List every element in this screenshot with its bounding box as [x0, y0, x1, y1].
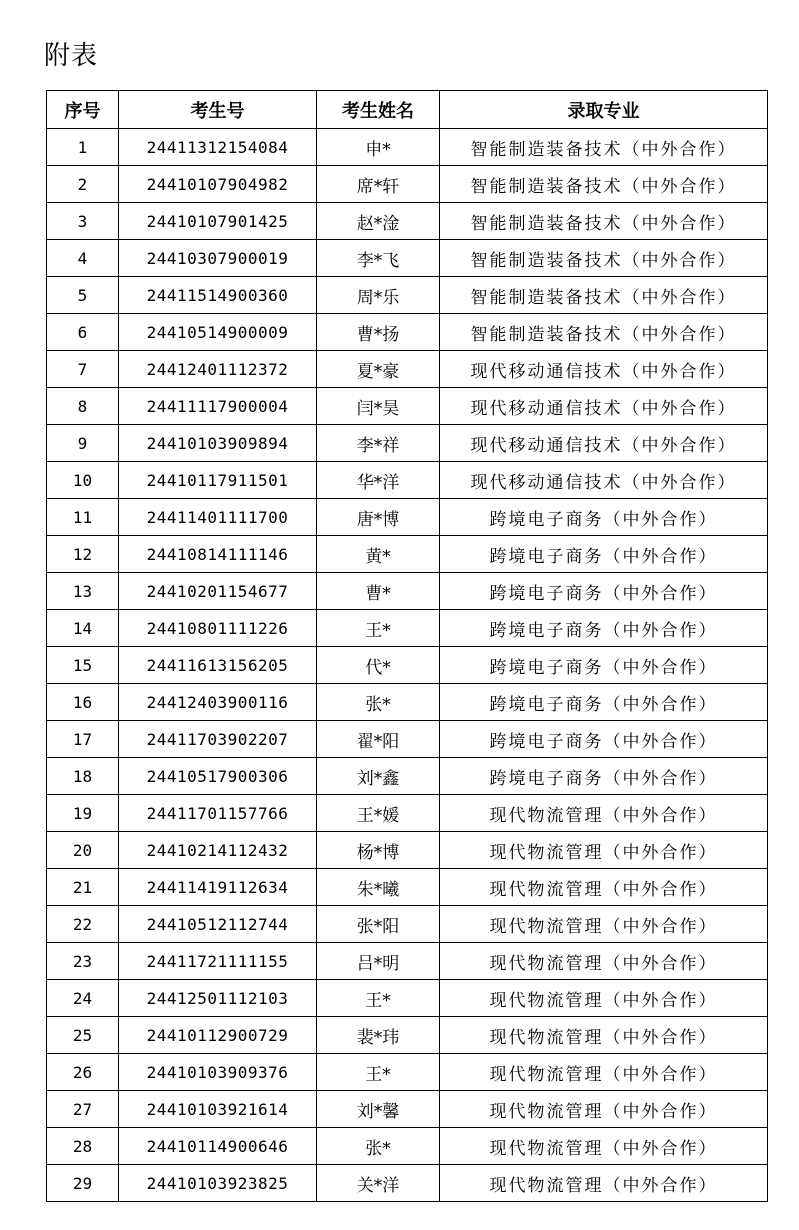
cell-name: 杨*博: [317, 832, 440, 869]
cell-major: 现代物流管理（中外合作）: [440, 943, 768, 980]
cell-major: 跨境电子商务（中外合作）: [440, 721, 768, 758]
cell-major: 跨境电子商务（中外合作）: [440, 758, 768, 795]
cell-no: 20: [47, 832, 119, 869]
table-row: [47, 832, 768, 869]
cell-major: 现代物流管理（中外合作）: [440, 1165, 768, 1202]
cell-major: 现代移动通信技术（中外合作）: [440, 388, 768, 425]
cell-no: 1: [47, 129, 119, 166]
cell-major: 智能制造装备技术（中外合作）: [440, 240, 768, 277]
header-exam-id: 考生号: [119, 91, 317, 129]
cell-name: 夏*豪: [317, 351, 440, 388]
header-major: 录取专业: [440, 91, 768, 129]
table-row: [47, 351, 768, 388]
cell-name: 王*: [317, 610, 440, 647]
cell-major: 跨境电子商务（中外合作）: [440, 536, 768, 573]
cell-exam-id: 24410103923825: [119, 1165, 317, 1202]
table-header: [47, 91, 768, 129]
cell-name: 王*媛: [317, 795, 440, 832]
table-row: [47, 906, 768, 943]
cell-no: 15: [47, 647, 119, 684]
table-row: [47, 1165, 768, 1202]
cell-no: 9: [47, 425, 119, 462]
cell-exam-id: 24410117911501: [119, 462, 317, 499]
table-row: [47, 647, 768, 684]
cell-name: 吕*明: [317, 943, 440, 980]
cell-exam-id: 24412403900116: [119, 684, 317, 721]
cell-exam-id: 24410107901425: [119, 203, 317, 240]
cell-exam-id: 24410214112432: [119, 832, 317, 869]
table-row: [47, 277, 768, 314]
cell-name: 张*: [317, 1128, 440, 1165]
cell-name: 张*阳: [317, 906, 440, 943]
cell-no: 21: [47, 869, 119, 906]
cell-exam-id: 24411312154084: [119, 129, 317, 166]
table-row: [47, 388, 768, 425]
cell-no: 12: [47, 536, 119, 573]
table-row: [47, 610, 768, 647]
cell-no: 13: [47, 573, 119, 610]
cell-name: 王*: [317, 980, 440, 1017]
cell-no: 7: [47, 351, 119, 388]
cell-major: 现代移动通信技术（中外合作）: [440, 351, 768, 388]
cell-no: 23: [47, 943, 119, 980]
cell-major: 智能制造装备技术（中外合作）: [440, 277, 768, 314]
cell-major: 现代物流管理（中外合作）: [440, 832, 768, 869]
table-row: [47, 203, 768, 240]
cell-name: 张*: [317, 684, 440, 721]
cell-exam-id: 24411703902207: [119, 721, 317, 758]
header-no: 序号: [47, 91, 119, 129]
cell-no: 29: [47, 1165, 119, 1202]
table-body: [47, 129, 768, 1202]
table-row: [47, 166, 768, 203]
cell-no: 17: [47, 721, 119, 758]
cell-no: 22: [47, 906, 119, 943]
cell-name: 刘*馨: [317, 1091, 440, 1128]
table-row: [47, 425, 768, 462]
table-row: [47, 1091, 768, 1128]
cell-name: 代*: [317, 647, 440, 684]
cell-major: 智能制造装备技术（中外合作）: [440, 203, 768, 240]
cell-no: 24: [47, 980, 119, 1017]
cell-major: 现代物流管理（中外合作）: [440, 980, 768, 1017]
cell-name: 关*洋: [317, 1165, 440, 1202]
cell-name: 李*祥: [317, 425, 440, 462]
table-row: [47, 1054, 768, 1091]
cell-no: 3: [47, 203, 119, 240]
cell-exam-id: 24411401111700: [119, 499, 317, 536]
table-row: [47, 1128, 768, 1165]
cell-major: 现代物流管理（中外合作）: [440, 1128, 768, 1165]
cell-major: 智能制造装备技术（中外合作）: [440, 314, 768, 351]
cell-no: 19: [47, 795, 119, 832]
cell-name: 李*飞: [317, 240, 440, 277]
cell-major: 现代移动通信技术（中外合作）: [440, 462, 768, 499]
cell-exam-id: 24410814111146: [119, 536, 317, 573]
table-row: [47, 314, 768, 351]
cell-major: 现代物流管理（中外合作）: [440, 795, 768, 832]
table-row: [47, 795, 768, 832]
cell-exam-id: 24410103921614: [119, 1091, 317, 1128]
cell-major: 跨境电子商务（中外合作）: [440, 499, 768, 536]
cell-exam-id: 24411613156205: [119, 647, 317, 684]
cell-exam-id: 24411117900004: [119, 388, 317, 425]
table-row: [47, 869, 768, 906]
table-row: [47, 129, 768, 166]
table-row: [47, 758, 768, 795]
cell-major: 跨境电子商务（中外合作）: [440, 610, 768, 647]
cell-name: 曹*: [317, 573, 440, 610]
cell-exam-id: 24411514900360: [119, 277, 317, 314]
cell-major: 现代物流管理（中外合作）: [440, 869, 768, 906]
cell-exam-id: 24410512112744: [119, 906, 317, 943]
table-row: [47, 573, 768, 610]
cell-major: 现代物流管理（中外合作）: [440, 1091, 768, 1128]
cell-major: 跨境电子商务（中外合作）: [440, 684, 768, 721]
cell-no: 5: [47, 277, 119, 314]
admission-table: [46, 90, 768, 1202]
cell-major: 跨境电子商务（中外合作）: [440, 573, 768, 610]
cell-exam-id: 24410107904982: [119, 166, 317, 203]
table-row: [47, 684, 768, 721]
cell-no: 8: [47, 388, 119, 425]
cell-name: 朱*曦: [317, 869, 440, 906]
cell-name: 王*: [317, 1054, 440, 1091]
cell-no: 16: [47, 684, 119, 721]
cell-name: 申*: [317, 129, 440, 166]
table-row: [47, 499, 768, 536]
cell-name: 刘*鑫: [317, 758, 440, 795]
cell-name: 翟*阳: [317, 721, 440, 758]
table-row: [47, 536, 768, 573]
cell-exam-id: 24410801111226: [119, 610, 317, 647]
cell-no: 27: [47, 1091, 119, 1128]
cell-name: 曹*扬: [317, 314, 440, 351]
cell-exam-id: 24410307900019: [119, 240, 317, 277]
cell-exam-id: 24410514900009: [119, 314, 317, 351]
cell-major: 智能制造装备技术（中外合作）: [440, 166, 768, 203]
cell-no: 28: [47, 1128, 119, 1165]
cell-name: 黄*: [317, 536, 440, 573]
header-row: [47, 91, 768, 129]
cell-no: 2: [47, 166, 119, 203]
cell-major: 跨境电子商务（中外合作）: [440, 647, 768, 684]
cell-exam-id: 24410201154677: [119, 573, 317, 610]
table-row: [47, 240, 768, 277]
cell-name: 闫*昊: [317, 388, 440, 425]
cell-no: 26: [47, 1054, 119, 1091]
table-row: [47, 462, 768, 499]
cell-exam-id: 24410517900306: [119, 758, 317, 795]
table-row: [47, 943, 768, 980]
cell-name: 席*轩: [317, 166, 440, 203]
cell-exam-id: 24412401112372: [119, 351, 317, 388]
cell-major: 现代物流管理（中外合作）: [440, 906, 768, 943]
table-row: [47, 1017, 768, 1054]
table-row: [47, 721, 768, 758]
cell-no: 4: [47, 240, 119, 277]
cell-exam-id: 24410103909376: [119, 1054, 317, 1091]
header-name: 考生姓名: [317, 91, 440, 129]
cell-no: 11: [47, 499, 119, 536]
cell-name: 华*洋: [317, 462, 440, 499]
cell-name: 赵*淦: [317, 203, 440, 240]
cell-major: 智能制造装备技术（中外合作）: [440, 129, 768, 166]
cell-no: 10: [47, 462, 119, 499]
cell-exam-id: 24410112900729: [119, 1017, 317, 1054]
cell-major: 现代物流管理（中外合作）: [440, 1017, 768, 1054]
table-row: [47, 980, 768, 1017]
cell-exam-id: 24410103909894: [119, 425, 317, 462]
cell-exam-id: 24411701157766: [119, 795, 317, 832]
cell-no: 6: [47, 314, 119, 351]
cell-name: 周*乐: [317, 277, 440, 314]
cell-name: 唐*博: [317, 499, 440, 536]
cell-exam-id: 24411721111155: [119, 943, 317, 980]
cell-no: 25: [47, 1017, 119, 1054]
cell-exam-id: 24412501112103: [119, 980, 317, 1017]
cell-exam-id: 24410114900646: [119, 1128, 317, 1165]
cell-name: 裴*玮: [317, 1017, 440, 1054]
cell-exam-id: 24411419112634: [119, 869, 317, 906]
page-title: 附表: [44, 41, 99, 71]
cell-major: 现代移动通信技术（中外合作）: [440, 425, 768, 462]
cell-no: 14: [47, 610, 119, 647]
cell-major: 现代物流管理（中外合作）: [440, 1054, 768, 1091]
cell-no: 18: [47, 758, 119, 795]
